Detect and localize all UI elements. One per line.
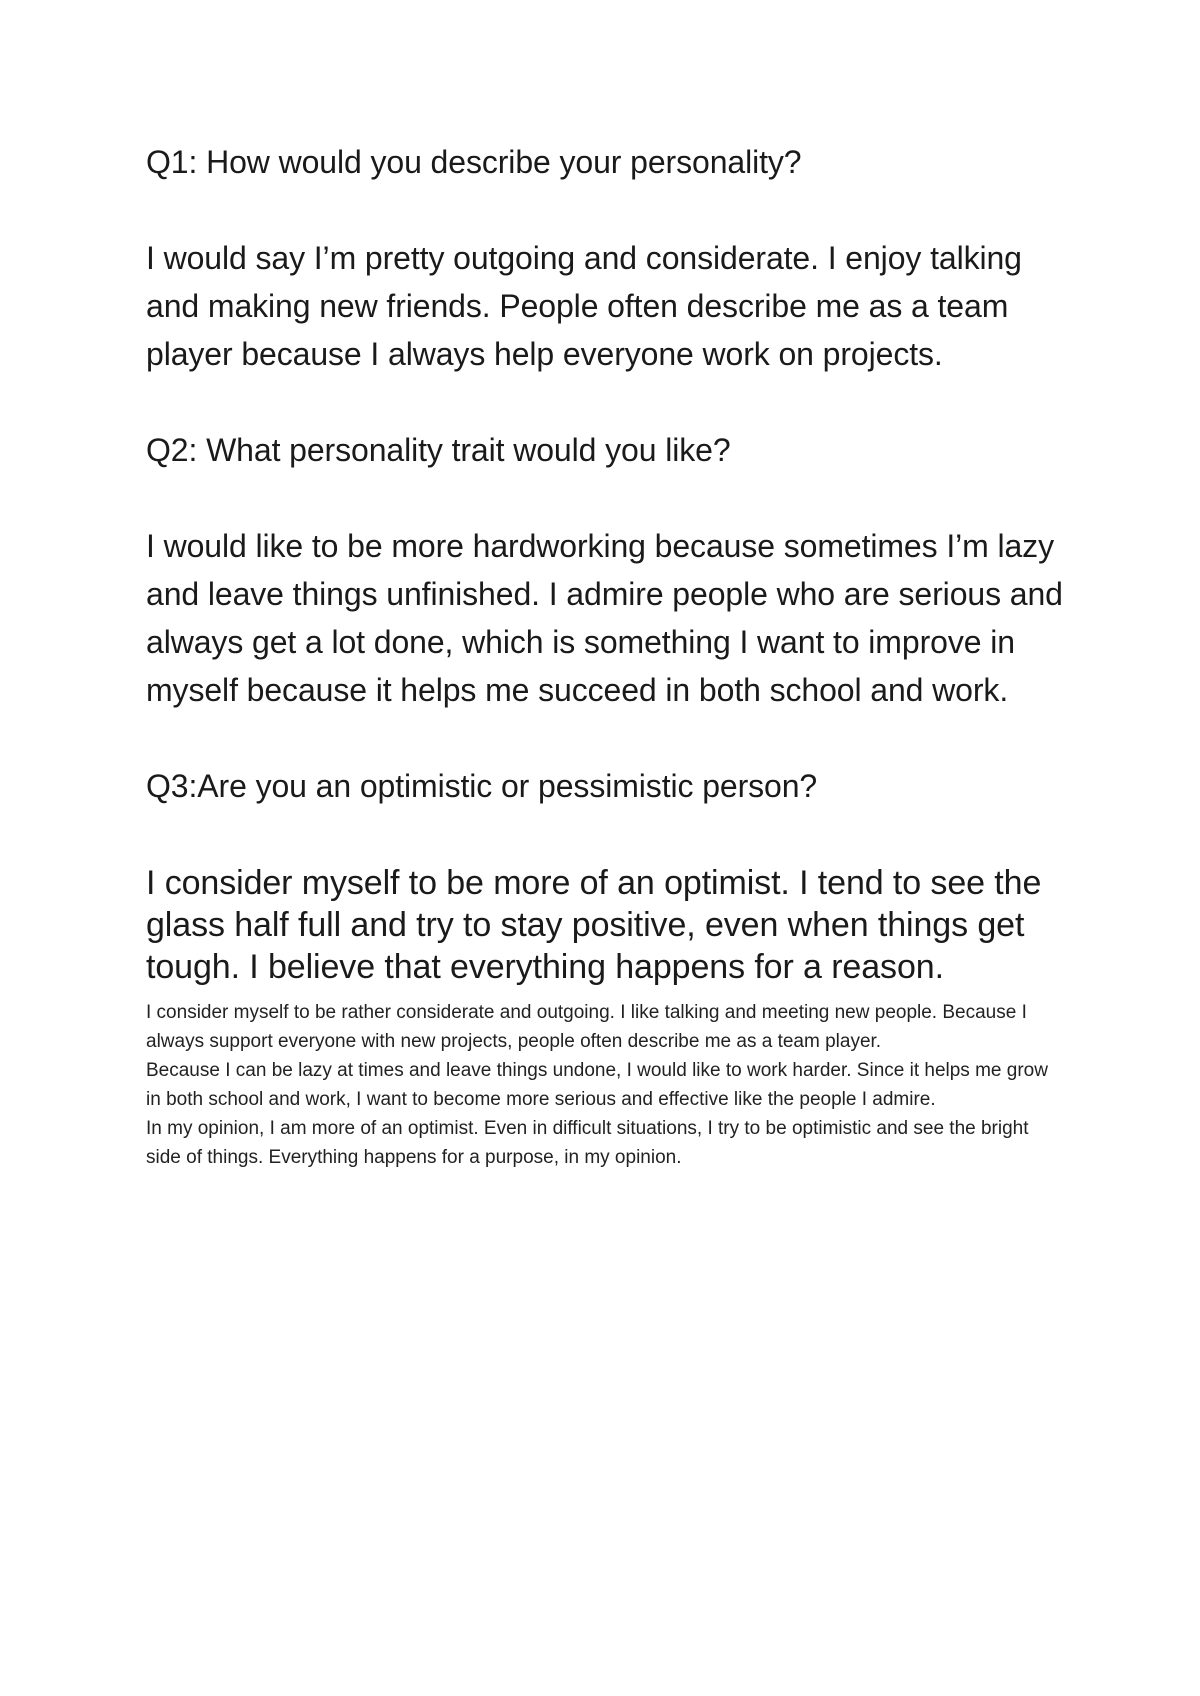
- answer-3: I consider myself to be more of an optimist. I tend to see the glass half full and try to stay positive, even when things get tough. I believe that everything happens for a reason.: [146, 864, 1042, 986]
- summary-paragraph-1: I consider myself to be rather considerate and outgoing. I like talking and meeting new people. Because I always support everyone with new projects, people often describe me as a team player.: [146, 1002, 1027, 1052]
- summary-paragraph-2: Because I can be lazy at times and leave things undone, I would like to work harder. Since it helps me grow in both school and work, I want to become more serious and effective like the people I admire.: [146, 1060, 1048, 1110]
- document-content: [146, 138, 1066, 1172]
- summary-paragraph-3: In my opinion, I am more of an optimist. Even in difficult situations, I try to be optimistic and see the bright side of things. Everything happens for a purpose, in my opinion.: [146, 1118, 1029, 1168]
- answer-2: I would like to be more hardworking because sometimes I’m lazy and leave things unfinished. I admire people who are serious and always get a lot done, which is something I want to improve in myself because it helps me succeed in both school and work.: [146, 528, 1063, 708]
- question-1: Q1: How would you describe your personality?: [146, 144, 802, 180]
- summary-paraphrase: [146, 998, 1066, 1172]
- answer-1: I would say I’m pretty outgoing and considerate. I enjoy talking and making new friends. People often describe me as a team player because I always help everyone work on projects.: [146, 240, 1022, 372]
- question-2: Q2: What personality trait would you like?: [146, 432, 731, 468]
- question-3: Q3:Are you an optimistic or pessimistic person?: [146, 768, 818, 804]
